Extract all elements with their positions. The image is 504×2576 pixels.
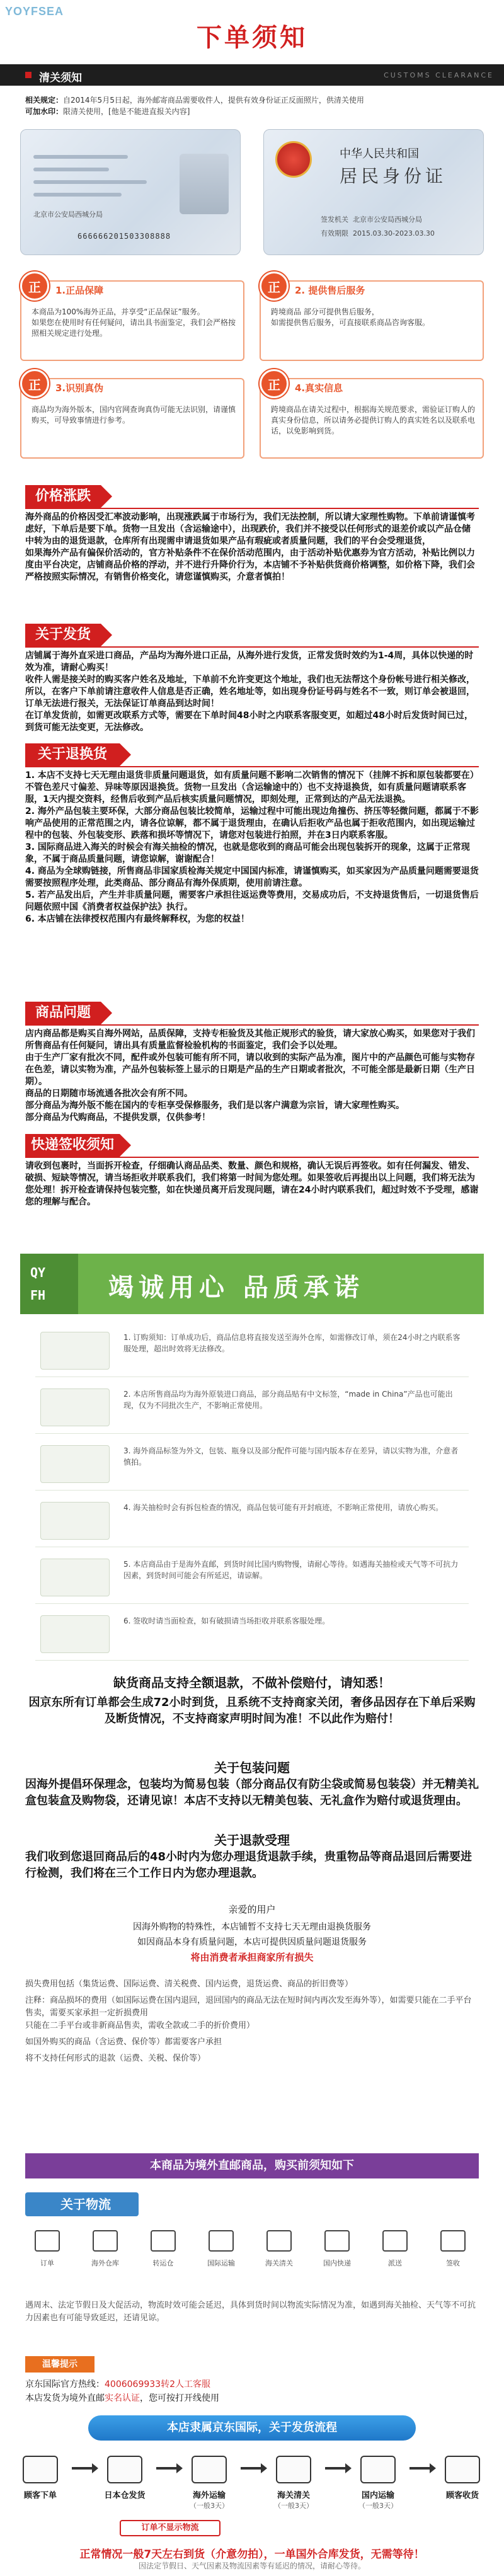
guarantee-text: 跨境商品 部分可提供售后服务， 如需提供售后服务，可直接联系商品咨询客服。 [271,307,430,327]
section-receipt-text: 请收到包裹时，当面拆开检查，仔细确认商品品类、数量、颜色和规格，确认无误后再签收。如有任何漏发、错发、破损、短缺等情况，请当场拒收并联系我们，我们将第一时间为您处理。如果签收后再提出以上问题，我们将无法为您处理！拆开检查请保持包装完整，如在快递员离开后发现问题，请在24小时内联系我们，超过时效不予受理，感谢您的理解与配合。 [25,1161,479,1207]
logistics-step: 签收 [431,2230,475,2268]
delivery-time-note: 正常情况一般7天左右到货（介意勿拍），一单国外合库发货，无需等待！ [79,2548,425,2561]
section-rule [25,766,479,767]
fee-line-5: 将不支持任何形式的退款（运费、关税、保价等） [25,2054,206,2063]
hotline: 京东国际官方热线：4006069933转2人工客服 [25,2379,210,2390]
reminder-label: 温馨提示 [25,2356,94,2373]
delivery-time-icon [40,1559,110,1596]
portrait-photo [180,154,229,214]
warehouse-icon [107,2456,142,2483]
logistics-step: 国际运输 [199,2230,243,2268]
card-country: 中华人民共和国 [340,147,419,161]
computer-icon [23,2456,58,2483]
made-in-china-icon [40,1388,110,1426]
card-front-issuer: 北京市公安局西城分局 [33,210,103,219]
customs-band [0,64,504,86]
promise-row-text: 6. 签收时请当面检查，如有破损请当场拒收并联系客服处理。 [123,1617,330,1625]
info-line-1: 相关规定：自2014年5月5日起，海外邮寄商品需要收件人，提供有效身份证正反面照片，供清关使用 [25,96,364,105]
logistics-step: 海关清关 [257,2230,301,2268]
customs-icon [266,2230,292,2252]
band-square-icon [25,72,32,78]
inspect-package-icon [40,1615,110,1653]
section-rule [25,1157,479,1158]
customs-subtitle: CUSTOMS CLEARANCE [384,71,494,79]
promise-row-text: 1. 订购须知：订单成功后，商品信息将直接发送至海外仓库，如需修改订单，须在24小时之内联系客服处理，超出时效将无法修改。 [123,1333,461,1353]
card-type: 居民身份证 [340,166,447,186]
flow-node: 顾客下单 [10,2456,71,2500]
order-icon [40,1332,110,1370]
promise-row [35,1323,469,1377]
promise-row-text: 3. 海外商品标签为外文，包装、瓶身以及部分配件可能与国内版本存在差异，请以实物为准，介意者慎拍。 [123,1446,459,1467]
logistics-step: 国内快递 [315,2230,359,2268]
logistics-step: 转运仓 [141,2230,185,2268]
section-rule [25,508,479,509]
no-tracking-tag: 订单不显示物流 [120,2520,220,2536]
pack-title: 关于包装问题 [214,1760,290,1775]
customs-icon [276,2456,311,2483]
section-product-header: 商品问题 [25,1002,101,1024]
logistics-header: 关于物流 [25,2192,139,2216]
brand-logo: YOYFSEA [5,5,64,18]
reminder-lines [25,2378,479,2405]
arrow-right-icon [72,2467,93,2470]
card-line [33,168,109,171]
guarantee-title: 1.正品保障 [55,285,104,296]
id-card-back [263,129,484,255]
policy-line-1: 因海外购物的特殊性，本店铺暂不支持七天无理由退换货服务 [133,1922,371,1932]
guarantee-title: 3.识别真伪 [55,382,104,394]
refund-text: 我们收到您退回商品后的48小时内为您办理退货退款手续，贵重物品等商品退回后需要进行检测，我们将在三个工作日内为您办理退款。 [25,1850,472,1880]
section-rule [25,646,479,648]
plane-icon [192,2456,227,2483]
refund-title: 关于退款受理 [214,1833,290,1848]
badge-icon: 正 [20,272,49,301]
customs-check-icon [40,1502,110,1540]
dear-user: 亲爱的用户 [228,1904,276,1915]
promise-banner [20,1254,484,1314]
card-line [33,155,128,159]
truck-icon [324,2230,350,2252]
policy-line-2: 如因商品本身有质量问题，本店可提供因质量问题退货服务 [137,1937,367,1947]
guarantee-box [20,280,244,361]
section-product-text: 店内商品都是购买自海外网站，品质保障，支持专柜验货及其他正规形式的验货，请大家放心购买，如果您对于我们所售商品有任何疑问，请出具有质量监督检验机构的书面鉴定，我们会予以处理。 由于生产厂家有批次不同，配件或外包装可能有所不同，请以收到的实际产品为准，图片中的产品颜色可能与实物存在色差，请以实物为准，产品外包装标签上显示的日期是产品的生产日期或者批次，不可能全部是最新日期（生产日期）。 商品的日期随市场流通各批次会有所不同。 部分商品为海外版不能在国内的专柜享受保修服务，我们是以客户满意为宗旨，请大家理性购买。 部分商品为代购商品，不提供发票，仅供参考！ [25,1029,475,1123]
fees-block [25,1978,479,2065]
flow-node: 日本仓发货 [94,2456,155,2500]
pack-text: 因海外提倡环保理念，包装均为简易包装（部分商品仅有防尘袋或简易包装袋）并无精美礼盒包装盒及购物袋，还请见谅！本店不支持以无精美包装、无礼盒作为赔付或退货理由。 [25,1778,479,1807]
card-line [33,193,122,197]
notice-refund-line: 缺货商品支持全额退款，不做补偿赔付，请知悉！ [113,1675,391,1690]
jd-flow-title: 本店隶属京东国际，关于发货流程 [88,2415,416,2441]
promise-row-text: 5. 本店商品由于是海外直邮，到货时间比国内购物慢，请耐心等待。如遇海关抽检或天气等不可抗力因素，到货时间可能会有所延迟，请谅解。 [123,1560,459,1580]
delay-note: 因法定节假日、天气因素及物流因素等有延迟的情况，请耐心等待。 [138,2562,365,2570]
section-shipping-text: 店铺属于海外直采进口商品，产品均为海外进口正品，从海外进行发货，正常发货时效约为1-4周，具体以快递的时效为准，请耐心购买！ 收件人需是接关时的购买客户姓名及地址，下单前不允许变更这个地址，我们也无法帮这个身份帐号进行相关修改，所以，在客户下单前请注意收件人信息是否正确，姓名地址等，如出现身份证号码与姓名不一致，则订单会被退回，订单无法进行报关，无法保证订单商品到达时间！ 在订单发货前，如需更改联系方式等，需要在下单时间48小时之内联系客服变更，如超过48小时后发货时间已过，到货可能无法变更，无法修改。 [25,651,475,733]
fee-line-2: 注释：商品损坏的费用（如国际运费在国内退回，退回国内的商品无法在短时间内再次发至海外等），如需要只能在二手平台售卖，需要买家承担一定折损费用 [25,1996,472,2018]
customs-info [25,94,479,117]
guarantee-box [20,378,244,459]
order-icon [35,2230,60,2252]
promise-row [35,1606,469,1661]
guarantee-box [260,378,484,459]
customs-title: 清关须知 [39,72,82,84]
flow-node: 顾客收货 [432,2456,493,2500]
promise-title: 竭诚用心 品质承诺 [108,1273,364,1302]
id-number: 666666201503308888 [77,232,171,241]
logistics-step: 订单 [25,2230,69,2268]
card-validity: 有效期限 2015.03.30-2023.03.30 [321,229,435,238]
guarantee-text: 本商品为100%海外正品，并享受“正品保证”服务。 如果您在使用时有任何疑问，请出具书面鉴定，我们会严格按照相关规定进行处理。 [32,307,236,338]
notice-jd-line: 因京东所有订单都会生成72小时到货，且系统不支持商家关闭，奢侈品因存在下单后采购及断货情况，不支持商家声明时间为准！不以此作为赔付！ [28,1696,476,1726]
card-line [33,180,147,184]
shipping-flow [10,2456,494,2525]
info-line-2: 可加水印：限清关使用，[他是不能进直报关内容] [25,107,190,116]
section-rule [25,1024,479,1026]
section-price-text: 海外商品的价格因受汇率波动影响，出现涨跌属于市场行为，我们无法控制，所以请大家理性购物。下单前请谨慎考虑好，下单后是要下单。货物一旦发出（含运输途中），出现跌价，我们并不接受以任何形式的退差价或以产品仓储中转为由的退货退款，仓库所有出现需申请退货如果产品有瑕疵或者质量问题，我们的平台会受理退货， 如果海外产品有偏保价活动的，官方补贴条件不在保价活动范围内，由于活动补贴优惠券为官方活动，补贴比例以力度由平台决定，店铺商品价格的浮动，并不进行升降价行为，本店铺不予补贴供货商价格调整，如价格下降，我们会严格按照实际情况，有销售价格变化，请您谨慎购买，介意者慎拍！ [25,512,475,582]
realname-line: 本店发货为境外直邮实名认证，您可按打开线使用 [25,2393,219,2403]
fee-line-3: 只能在二手平台或非新商品售卖，需收全款或二手的折价费用） [25,2021,255,2030]
promise-row-text: 4. 海关抽检时会有拆包检查的情况，商品包装可能有开封痕迹，不影响正常使用，请放心购买。 [123,1503,444,1512]
id-card-front [20,129,241,255]
national-emblem-icon [275,141,312,178]
arrow-right-icon [241,2467,262,2470]
courier-icon [382,2230,408,2252]
truck-icon [360,2456,396,2483]
guarantee-text: 商品均为海外版本，国内官网查询真伪可能无法识别，请谨慎购买，可导致事情进行参考。 [32,405,236,425]
warehouse-icon [93,2230,118,2252]
guarantee-box [260,280,484,361]
flow-node: 海外运输 （一般3天） [179,2456,239,2510]
promise-row [35,1550,469,1604]
transfer-icon [151,2230,176,2252]
receive-icon [440,2230,466,2252]
flow-node: 国内运输 （一般3天） [348,2456,408,2510]
badge-icon: 正 [260,272,289,301]
promise-row [35,1436,469,1491]
policy-line-3: 将由消费者承担商家所有损失 [190,1952,314,1963]
label-icon [40,1445,110,1483]
section-shipping-header: 关于发货 [25,624,101,646]
receive-icon [445,2456,480,2483]
badge-icon: 正 [20,369,49,398]
arrow-right-icon [325,2467,346,2470]
fee-line-4: 如国外购买的商品（含运费、保价等）都需要客户承担 [25,2037,222,2047]
arrow-right-icon [156,2467,178,2470]
plane-icon [209,2230,234,2252]
guarantee-text: 跨境商品在请关过程中，根据海关规范要求，需验证订购人的真实身份信息，所以请务必提供订购人的真实姓名以及联系电话，以免影响到货。 [271,405,476,435]
section-price-header: 价格涨跌 [25,485,101,508]
promise-qy-badge: QY FH [20,1254,78,1314]
page-title: 下单须知 [197,23,307,52]
guarantee-title: 4.真实信息 [295,382,343,394]
direct-mail-bar: 本商品为境外直邮商品，购买前须知如下 [25,2153,479,2178]
section-returns-header: 关于退换货 [25,743,120,766]
promise-row-text: 2. 本店所售商品均为海外原装进口商品，部分商品贴有中文标签，“made in China”产品也可能出现，仅为不同批次生产，不影响正常使用。 [123,1390,453,1410]
section-receipt-header: 快递签收须知 [25,1134,120,1157]
card-issuer: 签发机关 北京市公安局西城分局 [321,215,422,224]
logistics-step: 海外仓库 [83,2230,127,2268]
logistics-note: 遇周末、法定节假日及大促活动，物流时效可能会延迟，具体到货时间以物流实际情况为准，如遇到海关抽检、天气等不可抗力因素也有可能导致延迟，还请见谅。 [25,2301,476,2323]
logistics-step: 派送 [373,2230,417,2268]
arrow-right-icon [410,2467,431,2470]
fee-line-1: 损失费用包括（集货运费、国际运费、清关税费、国内运费，退货运费、商品的折旧费等） [25,1979,353,1989]
logistics-steps [25,2230,479,2287]
promise-row [35,1493,469,1547]
flow-node: 海关清关 （一般3天） [263,2456,324,2510]
badge-icon: 正 [260,369,289,398]
section-returns-text: 1. 本店不支持七天无理由退货非质量问题退货，如有质量问题不影响二次销售的情况下（挂牌不拆和原包装都要在）不管色差尺寸偏差、异味等原因退换货。货物一旦发出（含运输途中的）也不支持退换货，如有质量问题请联系客服，1天内提交资料，经售后收到产品后核实质量问题情况，即刻处理，正常到达的产品无法退换。 2. 海外产品包装主要环保，大部分商品包装比较简单，运输过程中可能出现边角撞伤、挤压等轻微问题，都属于不影响产品使用的正常范围之内，请各位谅解，都不属于退货理由，在确认后拒收产品也属于拒收范围内，如出现运输过程中的包装、外包装变形、跌落和损坏等情况下，请您对包装进行拍照，并在3日内联系客服。 3. 国际商品进入海关的时候会有海关抽检的情况，也就是您收到的商品可能会出现包装拆开的现象，这属于正常现象，不属于商品质量问题，请您谅解，谢谢配合！ 4. 商品为全球购链接，所售商品非国家质检海关规定中国国内标准，请谨慎购买，如买家因为产品质量问题需要退货需要按照程序处理，此类商品、部分商品有海外保质期，使用前请注意。 5. 若产品发出后，产生并非质量问题，需要客户承担往返运费等费用，交易成功后，不支持退货售后，一切退货售后问题依照中国《消费者权益保护法》执行。 6. 本店铺在法律授权范围内有最终解释权，为您的权益！ [25,770,479,924]
promise-row [35,1380,469,1434]
guarantee-title: 2. 提供售后服务 [295,285,365,296]
